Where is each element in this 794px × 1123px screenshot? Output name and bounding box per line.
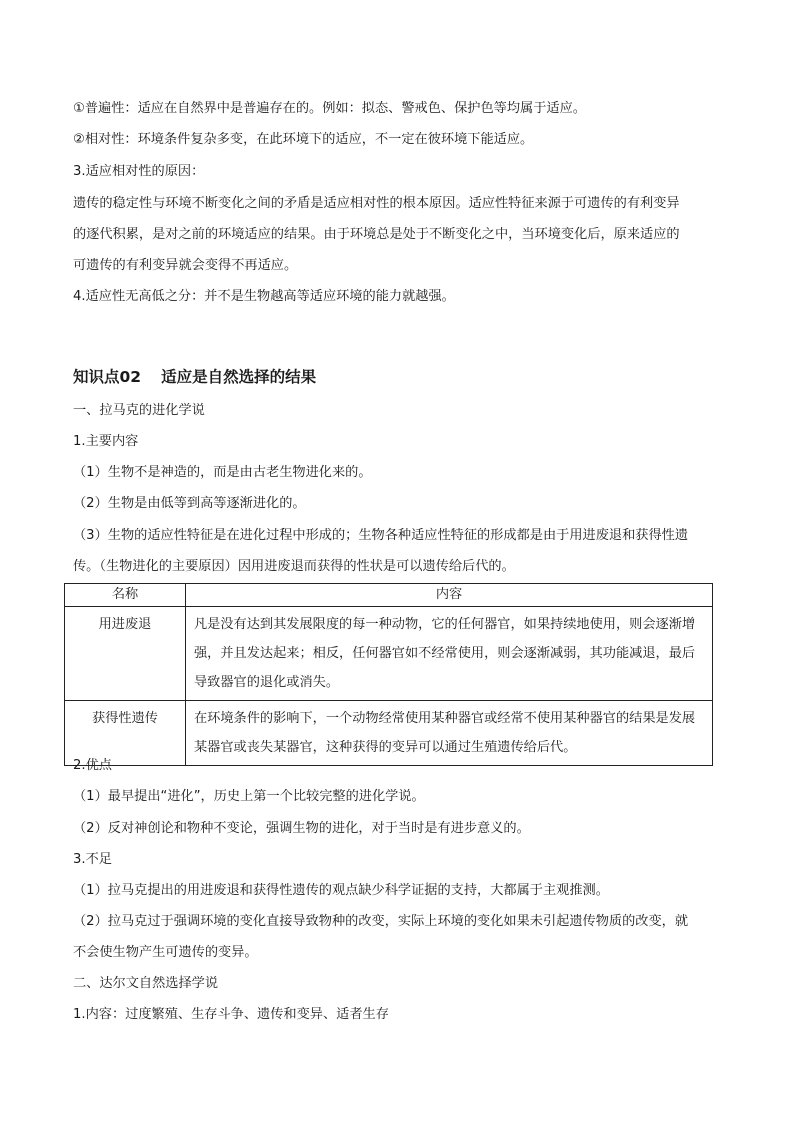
merit-line: （1）最早提出“进化”，历史上第一个比较完整的进化学说。 <box>73 789 425 804</box>
shortcoming-line: （1）拉马克提出的用进废退和获得性遗传的观点缺少科学证据的支持，大都属于主观推测。 <box>73 883 609 898</box>
paragraph-line: 可遗传的有利变异就会变得不再适应。 <box>73 258 298 273</box>
table-row <box>65 607 713 701</box>
point-line: 传。（生物进化的主要原因）因用进废退而获得的性状是可以遗传给后代的。 <box>73 559 515 574</box>
lamarck-table <box>64 583 713 766</box>
lamarck-heading: 一、拉马克的进化学说 <box>73 403 205 418</box>
merits-label: 2.优点 <box>73 758 112 773</box>
shortcoming-line: （2）拉马克过于强调环境的变化直接导致物种的改变，实际上环境的变化如果未引起遗传物质的改变，就 <box>73 914 689 929</box>
no-ranking-line: 4.适应性无高低之分：并不是生物越高等适应环境的能力就越强。 <box>73 289 455 304</box>
point-line: （3）生物的适应性特征是在进化过程中形成的；生物各种适应性特征的形成都是由于用进废退和获得性遗 <box>73 528 689 543</box>
section-title: 适应是自然选择的结果 <box>161 368 317 386</box>
table-cell-content: 在环境条件的影响下，一个动物经常使用某种器官或经常不使用某种器官的结果是发展某器官或丧失某器官，这种获得的变异可以通过生殖遗传给后代。 <box>186 701 713 766</box>
main-content-label: 1.主要内容 <box>73 434 139 449</box>
table-header-row <box>65 584 713 607</box>
table-row <box>65 701 713 766</box>
section-heading <box>73 366 723 388</box>
relativity-reason-label: 3.适应相对性的原因： <box>73 164 205 179</box>
point-line: （1）生物不是神造的，而是由古老生物进化来的。 <box>73 465 372 480</box>
point-line: （2）生物是由低等到高等逐渐进化的。 <box>73 496 306 511</box>
paragraph-line: 遗传的稳定性与环境不断变化之间的矛盾是适应相对性的根本原因。适应性特征来源于可遗传的有利变异 <box>73 196 680 211</box>
darwin-content-line: 1.内容：过度繁殖、生存斗争、遗传和变异、适者生存 <box>73 1007 389 1022</box>
paragraph-line: 的逐代积累，是对之前的环境适应的结果。由于环境总是处于不断变化之中，当环境变化后，原来适应的 <box>73 227 680 242</box>
shortcoming-line: 不会使生物产生可遗传的变异。 <box>73 945 258 960</box>
table-cell-content: 凡是没有达到其发展限度的每一种动物，它的任何器官，如果持续地使用，则会逐渐增强，并且发达起来；相反，任何器官如不经常使用，则会逐渐减弱，其功能减退，最后导致器官的退化或消失。 <box>186 607 713 701</box>
table-cell-name: 用进废退 <box>65 607 186 701</box>
universality-line: ①普遍性：适应在自然界中是普遍存在的。例如：拟态、警戒色、保护色等均属于适应。 <box>73 101 586 116</box>
merit-line: （2）反对神创论和物种不变论，强调生物的进化，对于当时是有进步意义的。 <box>73 821 530 836</box>
table-header-content: 内容 <box>186 584 713 607</box>
shortcomings-label: 3.不足 <box>73 852 112 867</box>
section-number: 知识点02 <box>73 368 142 386</box>
relativity-line: ②相对性：环境条件复杂多变，在此环境下的适应，不一定在彼环境下能适应。 <box>73 132 534 147</box>
table-header-name: 名称 <box>65 584 186 607</box>
darwin-heading: 二、达尔文自然选择学说 <box>73 976 219 991</box>
table-cell-name: 获得性遗传 <box>65 701 186 766</box>
